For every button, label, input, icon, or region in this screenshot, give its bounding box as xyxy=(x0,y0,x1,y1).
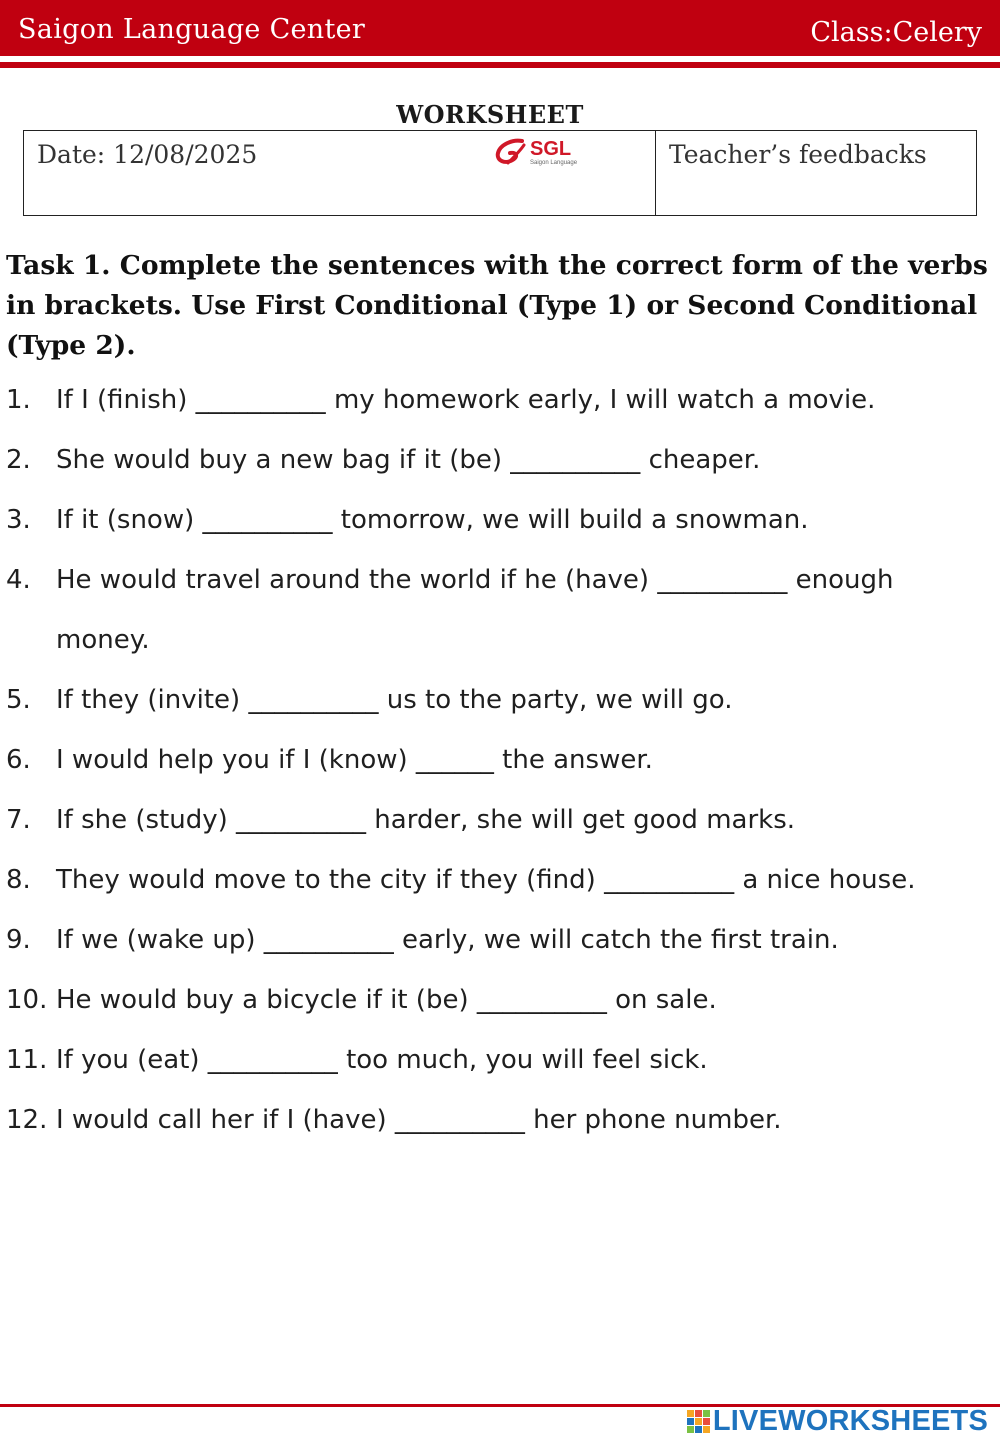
info-box xyxy=(23,130,977,216)
exercise-number: 1. xyxy=(6,385,31,415)
exercise-number: 11. xyxy=(6,1045,48,1075)
exercise-number: 4. xyxy=(6,565,31,595)
exercise-text: If it (snow) __________ tomorrow, we will build a snowman. xyxy=(56,505,809,535)
exercise-number: 3. xyxy=(6,505,31,535)
exercise-item xyxy=(0,670,1000,730)
exercise-list xyxy=(0,370,1000,1150)
exercise-number: 10. xyxy=(6,985,48,1015)
exercise-number: 2. xyxy=(6,445,31,475)
exercise-text: If they (invite) __________ us to the party, we will go. xyxy=(56,685,733,715)
exercise-item xyxy=(0,790,1000,850)
exercise-text: He would buy a bicycle if it (be) __________ on sale. xyxy=(56,985,717,1015)
exercise-item xyxy=(0,730,1000,790)
exercise-item xyxy=(0,970,1000,1030)
exercise-number: 7. xyxy=(6,805,31,835)
exercise-item xyxy=(0,370,1000,430)
sgl-swoosh-icon xyxy=(494,137,528,167)
exercise-item xyxy=(0,1090,1000,1150)
liveworksheets-watermark xyxy=(687,1405,988,1438)
feedback-cell xyxy=(656,131,976,215)
logo-subtitle: Saigon Language xyxy=(530,159,578,166)
exercise-text: She would buy a new bag if it (be) __________ cheaper. xyxy=(56,445,761,475)
exercise-text: If you (eat) __________ too much, you will feel sick. xyxy=(56,1045,708,1075)
exercise-number: 9. xyxy=(6,925,31,955)
date-cell xyxy=(24,131,656,215)
exercise-text: I would help you if I (know) ______ the answer. xyxy=(56,745,653,775)
exercise-text: If I (finish) __________ my homework early, I will watch a movie. xyxy=(56,385,876,415)
watermark-text: LIVEWORKSHEETS xyxy=(712,1405,988,1437)
liveworksheets-logo-icon xyxy=(687,1410,710,1433)
center-name: Saigon Language Center xyxy=(18,14,366,45)
exercise-number: 5. xyxy=(6,685,31,715)
exercise-number: 6. xyxy=(6,745,31,775)
logo-name: SGL xyxy=(530,137,572,160)
date-text: Date: 12/08/2025 xyxy=(37,140,258,169)
header-divider xyxy=(0,62,1000,68)
exercise-item xyxy=(0,910,1000,970)
worksheet-title: WORKSHEET xyxy=(396,100,584,129)
exercise-item xyxy=(0,850,1000,910)
exercise-item xyxy=(0,550,1000,670)
exercise-text: They would move to the city if they (find) __________ a nice house. xyxy=(56,865,916,895)
task-instruction: Task 1. Complete the sentences with the correct form of the verbs in brackets. Use First Conditional (Type 1) or Second Conditional (Type 2). xyxy=(6,250,988,361)
header-bar xyxy=(0,0,1000,56)
exercise-item xyxy=(0,490,1000,550)
feedback-label: Teacher’s feedbacks xyxy=(669,140,927,169)
exercise-text: If we (wake up) __________ early, we will catch the first train. xyxy=(56,925,839,955)
exercise-item xyxy=(0,430,1000,490)
sgl-logo xyxy=(494,137,577,167)
exercise-text: I would call her if I (have) __________ her phone number. xyxy=(56,1105,782,1135)
exercise-text: He would travel around the world if he (have) __________ enough money. xyxy=(56,565,894,655)
exercise-number: 12. xyxy=(6,1105,48,1135)
exercise-item xyxy=(0,1030,1000,1090)
exercise-text: If she (study) __________ harder, she will get good marks. xyxy=(56,805,796,835)
exercise-number: 8. xyxy=(6,865,31,895)
class-name: Class:Celery xyxy=(810,17,982,48)
